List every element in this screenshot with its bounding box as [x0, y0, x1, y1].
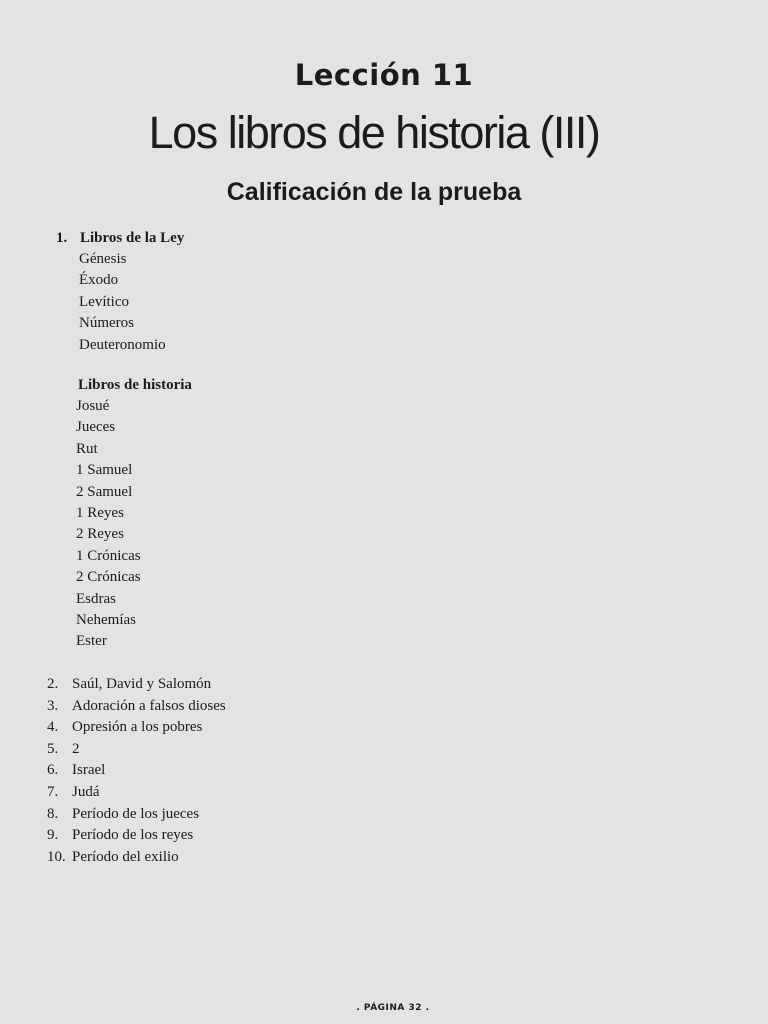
list-item: Rut [76, 440, 98, 457]
answer-number: 2. [47, 676, 59, 692]
answer-number: 9. [47, 827, 59, 844]
list-item: Josué [76, 398, 110, 414]
page-title: Los libros de historia (III) [148, 107, 600, 158]
list-item: Nehemías [76, 611, 136, 628]
answer-text: Período de los reyes [72, 827, 194, 844]
answer-item [47, 717, 226, 739]
answer-text: Período del exilio [72, 848, 179, 865]
list-item: Génesis [79, 251, 127, 267]
list-item: Ester [76, 633, 107, 650]
answer-text: Adoración a falsos dioses [72, 697, 226, 714]
answer-text: Saúl, David y Salomón [72, 676, 212, 692]
list-item: 2 Crónicas [76, 569, 141, 586]
answer-text: Israel [72, 762, 106, 779]
answer-item [47, 739, 226, 761]
page-number-footer: . PÁGINA 32 . [356, 1003, 430, 1013]
answer-item [47, 760, 226, 782]
historia-heading: Libros de historia [78, 377, 192, 393]
answer-text: Opresión a los pobres [72, 719, 203, 736]
answer-number: 4. [47, 719, 59, 736]
answer-number: 7. [47, 783, 59, 800]
answer-item [47, 696, 226, 718]
answer-item [47, 782, 226, 804]
list-item: Levítico [79, 293, 129, 310]
answer-item [47, 847, 226, 869]
list-item: 1 Samuel [76, 462, 133, 479]
answer-number: 3. [47, 697, 59, 714]
list-item: 1 Reyes [76, 504, 124, 521]
list-item: 1 Crónicas [76, 547, 141, 564]
answer-item [47, 825, 226, 847]
list-item: Esdras [76, 590, 116, 607]
answer-number: 6. [47, 762, 59, 779]
answer-text: Judá [72, 783, 100, 800]
list-item: Éxodo [79, 272, 119, 289]
answer-item [47, 804, 226, 826]
historia-list [76, 396, 141, 653]
ley-list [79, 249, 166, 356]
question-1-number: 1. [56, 230, 68, 246]
lesson-label: Lección 11 [294, 58, 474, 92]
answer-number: 10. [47, 848, 66, 865]
ley-heading: Libros de la Ley [80, 230, 185, 246]
page-subtitle: Calificación de la prueba [226, 178, 522, 206]
answer-text: Período de los jueces [72, 805, 200, 822]
answer-item [47, 674, 226, 696]
answers-list [47, 674, 226, 868]
list-item: Deuteronomio [79, 336, 166, 353]
list-item: Jueces [76, 419, 116, 436]
answer-number: 8. [47, 805, 59, 822]
list-item: 2 Reyes [76, 526, 124, 543]
list-item: Números [79, 315, 134, 332]
answer-text: 2 [72, 740, 80, 757]
list-item: 2 Samuel [76, 483, 133, 500]
answer-number: 5. [47, 740, 59, 757]
